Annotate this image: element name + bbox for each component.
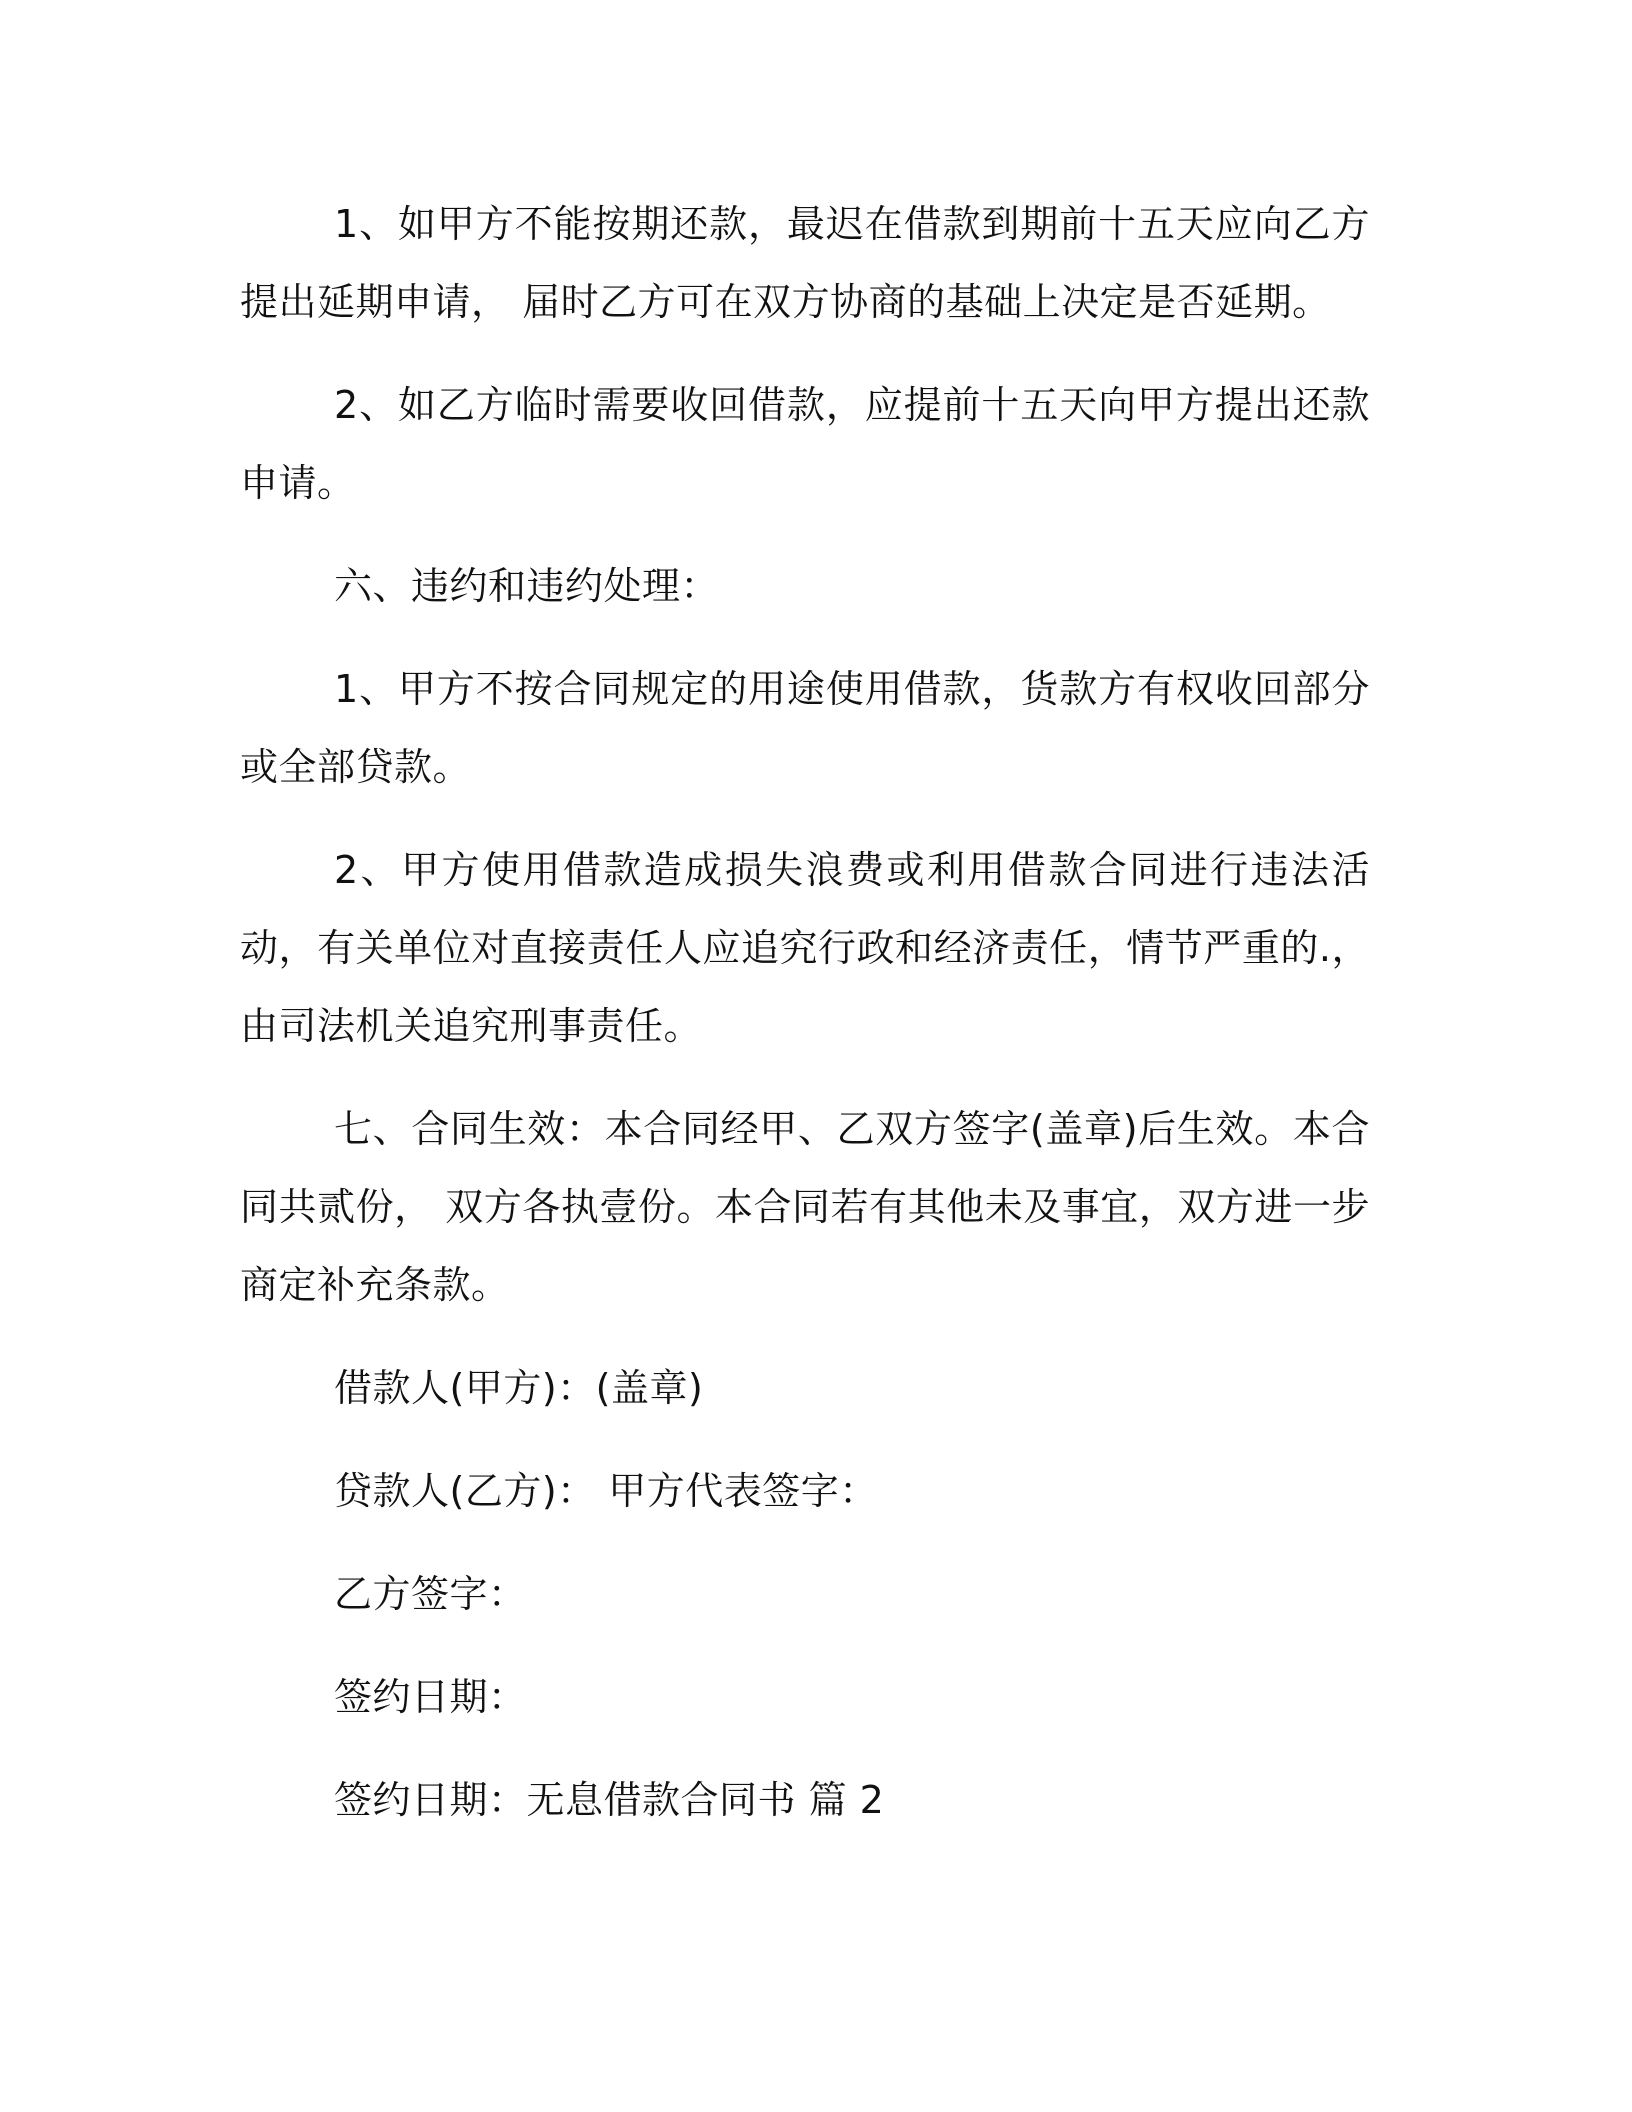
document-body [240, 185, 1370, 1864]
clause-misuse-of-loan: 1、甲方不按合同规定的用途使用借款，货款方有权收回部分或全部贷款。 [240, 667, 1370, 789]
clause-contract-effective: 七、合同生效：本合同经甲、乙双方签字(盖章)后生效。本合同共贰份， 双方各执壹份。本合同若有其他未及事宜，双方进一步商定补充条款。 [240, 1107, 1370, 1307]
party-b-signature-line: 乙方签字： [334, 1572, 527, 1616]
borrower-signature-line: 借款人(甲方)：(盖章) [334, 1366, 704, 1410]
signing-date-line: 签约日期： [334, 1675, 527, 1719]
section-heading-breach: 六、违约和违约处理： [334, 564, 720, 608]
clause-extension-request: 1、如甲方不能按期还款，最迟在借款到期前十五天应向乙方提出延期申请， 届时乙方可在双方协商的基础上决定是否延期。 [240, 202, 1370, 324]
signing-date-next-section-line: 签约日期：无息借款合同书 篇 2 [334, 1778, 885, 1822]
clause-illegal-activity: 2、甲方使用借款造成损失浪费或利用借款合同进行违法活动，有关单位对直接责任人应追究行政和经济责任，情节严重的.，由司法机关追究刑事责任。 [240, 848, 1370, 1048]
lender-signature-line: 贷款人(乙方)： 甲方代表签字： [334, 1469, 878, 1513]
clause-early-recall: 2、如乙方临时需要收回借款，应提前十五天向甲方提出还款申请。 [240, 383, 1370, 505]
